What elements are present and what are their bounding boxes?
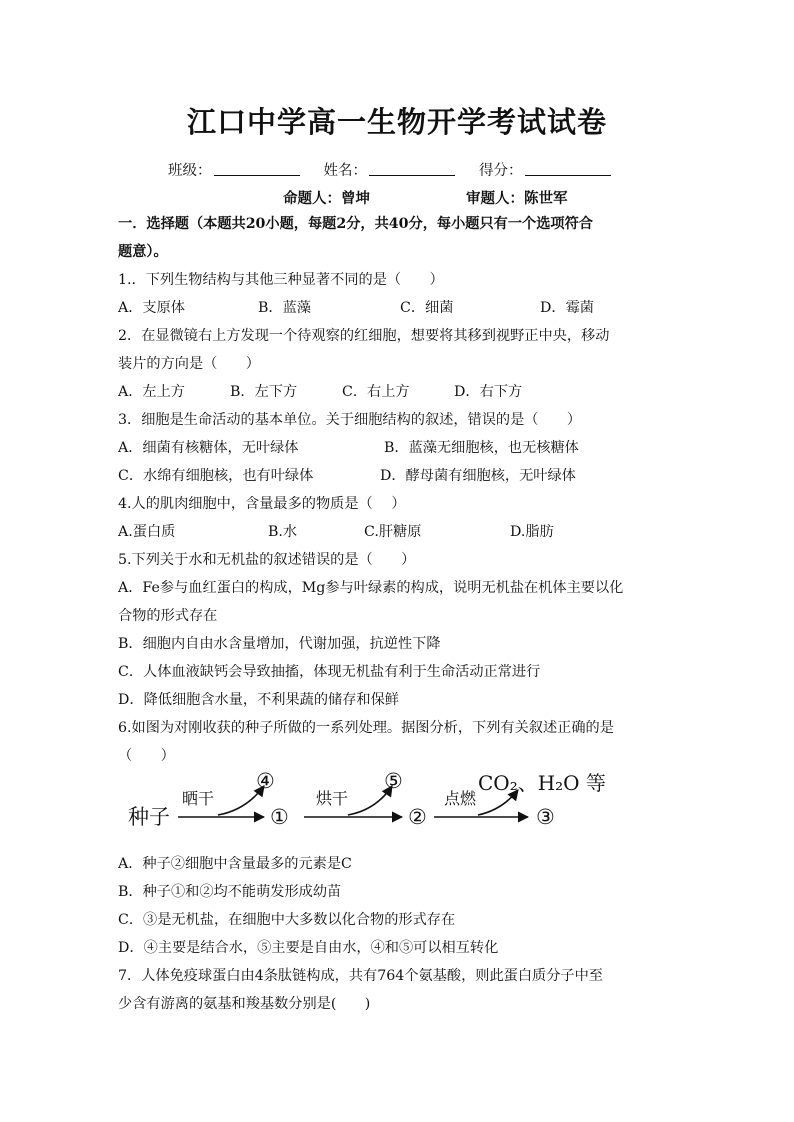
result-1: ① — [270, 805, 289, 829]
question-3-options-ab — [118, 434, 678, 462]
score-label: 得分： — [479, 163, 523, 179]
name-label: 姓名： — [323, 163, 367, 179]
seed-label: 种子 — [128, 805, 170, 829]
option-c: C．细菌 — [400, 300, 454, 316]
oven-dry-label: 烘干 — [316, 789, 349, 808]
question-6-stem-cont: （ ） — [118, 748, 175, 764]
option-d: D．酵母菌有细胞核，无叶绿体 — [380, 468, 576, 484]
exam-body — [118, 210, 678, 1018]
option-b: B．种子①和②均不能萌发形成幼苗 — [118, 884, 342, 900]
question-3-options-cd — [118, 462, 678, 490]
question-2-options — [118, 378, 678, 406]
section-heading: 一．选择题（本题共20小题，每题2分，共40分，每小题只有一个选项符合 — [118, 216, 593, 232]
option-a-cont: 合物的形式存在 — [118, 608, 218, 624]
option-a: A.蛋白质 — [118, 524, 176, 540]
reviewer: 审题人：陈世军 — [466, 190, 568, 207]
option-d: D．霉菌 — [540, 300, 594, 316]
option-b: B．左下方 — [230, 384, 298, 400]
authors-row — [283, 187, 568, 208]
seed-process-figure — [118, 770, 678, 850]
option-a: A．左上方 — [118, 384, 185, 400]
ignite-label: 点燃 — [444, 789, 477, 808]
combustion-products: CO₂、H₂O 等 — [478, 771, 606, 795]
option-c: C．水绵有细胞核，也有叶绿体 — [118, 468, 314, 484]
option-b: B．蓝藻无细胞核，也无核糖体 — [384, 440, 579, 456]
question-2-stem-cont: 装片的方向是（ ） — [118, 356, 260, 372]
byproduct-5: ⑤ — [384, 770, 403, 793]
option-d: D．④主要是结合水，⑤主要是自由水，④和⑤可以相互转化 — [118, 940, 499, 956]
name-blank[interactable] — [369, 161, 455, 176]
page-title: 江口中学高一生物开学考试试卷 — [186, 105, 607, 139]
question-1-options — [118, 294, 678, 322]
option-d: D．降低细胞含水量，不利果蔬的储存和保鲜 — [118, 692, 399, 708]
question-4-stem: 4.人的肌肉细胞中，含量最多的物质是（ ） — [118, 496, 406, 512]
result-2: ② — [408, 805, 427, 829]
option-a: A．种子②细胞中含量最多的元素是C — [118, 856, 352, 872]
option-d: D.脂肪 — [510, 524, 554, 540]
question-3-stem: 3．细胞是生命活动的基本单位。关于细胞结构的叙述，错误的是（ ） — [118, 412, 582, 428]
question-1-stem: 1.．下列生物结构与其他三种显著不同的是（ ） — [118, 272, 444, 288]
class-blank[interactable] — [214, 161, 300, 176]
option-c: C．③是无机盐，在细胞中大多数以化合物的形式存在 — [118, 912, 456, 928]
result-3: ③ — [536, 805, 555, 829]
question-5-stem: 5.下列关于水和无机盐的叙述错误的是（ ） — [118, 552, 416, 568]
question-6-stem: 6.如图为对刚收获的种子所做的一系列处理。据图分析，下列有关叙述正确的是 — [118, 720, 614, 736]
option-c: C．右上方 — [342, 384, 410, 400]
option-a: A．支原体 — [118, 300, 185, 316]
byproduct-4: ④ — [256, 770, 275, 793]
question-7-stem: 7．人体免疫球蛋白由4条肽链构成，共有764个氨基酸，则此蛋白质分子中至 — [118, 968, 603, 984]
option-b: B．细胞内自由水含量增加，代谢加强，抗逆性下降 — [118, 636, 441, 652]
setter: 命题人：曾坤 — [283, 190, 370, 207]
question-2-stem: 2．在显微镜右上方发现一个待观察的红细胞，想要将其移到视野正中央，移动 — [118, 328, 610, 344]
option-a: A．细菌有核糖体，无叶绿体 — [118, 440, 299, 456]
question-4-options — [118, 518, 678, 546]
option-c: C．人体血液缺钙会导致抽搐，体现无机盐有利于生命活动正常进行 — [118, 664, 541, 680]
sun-dry-label: 晒干 — [182, 789, 215, 808]
option-b: B.水 — [268, 524, 298, 540]
option-c: C.肝糖原 — [364, 524, 422, 540]
section-heading-cont: 题意）。 — [118, 244, 168, 260]
class-label: 班级： — [168, 163, 212, 179]
option-b: B．蓝藻 — [258, 300, 311, 316]
score-blank[interactable] — [525, 161, 611, 176]
seed-process-diagram — [118, 770, 678, 850]
option-d: D．右下方 — [454, 384, 523, 400]
option-a: A．Fe参与血红蛋白的构成，Mg参与叶绿素的构成，说明无机盐在机体主要以化 — [118, 580, 624, 596]
student-info-row — [168, 159, 635, 180]
question-7-stem-cont: 少含有游离的氨基和羧基数分别是( ) — [118, 996, 371, 1012]
